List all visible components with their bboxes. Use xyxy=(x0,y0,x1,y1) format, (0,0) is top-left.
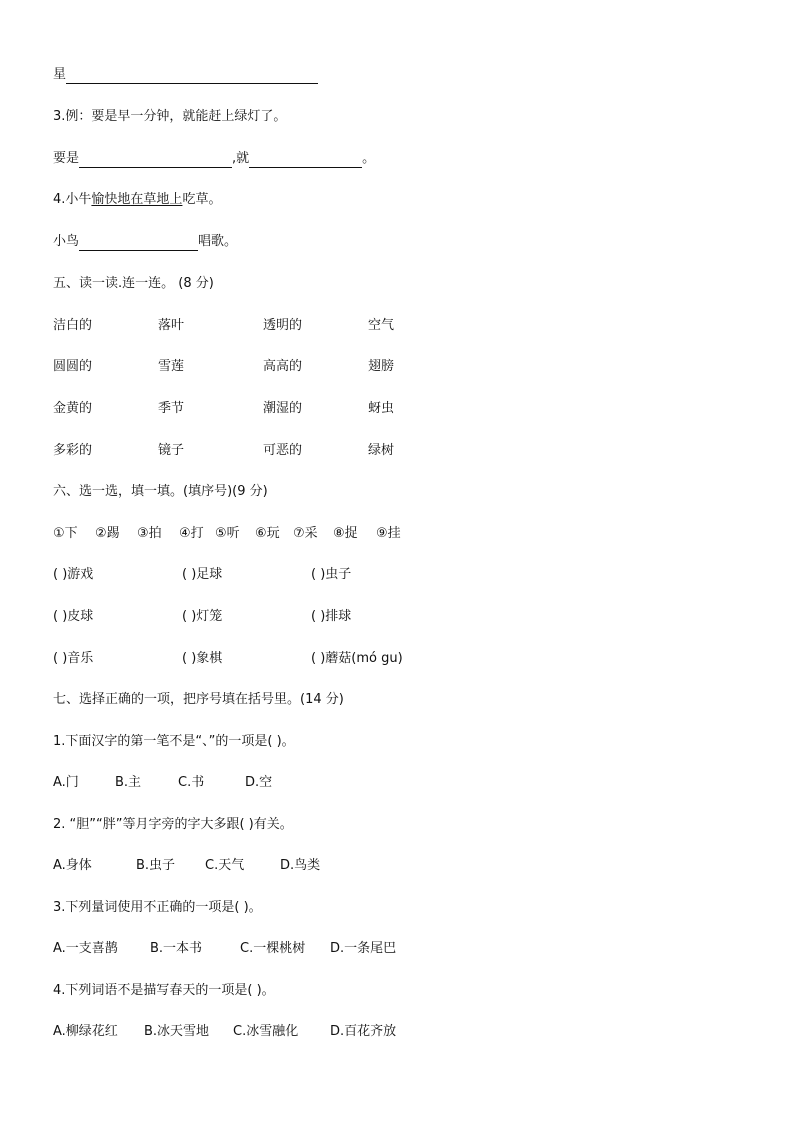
choice-option[interactable]: A.身体 xyxy=(53,858,92,873)
verb-option: ②踢 xyxy=(95,526,120,541)
fill-item-word: 象棋 xyxy=(196,651,223,666)
s7-question-3: 3.下列量词使用不正确的一项是( )。 xyxy=(53,900,262,915)
match-word[interactable]: 可恶的 xyxy=(263,443,303,458)
choice-option[interactable]: B.主 xyxy=(115,775,142,790)
verb-option: ⑨挂 xyxy=(376,526,401,541)
verb-option: ⑧捉 xyxy=(333,526,358,541)
choice-option[interactable]: D.一条尾巴 xyxy=(330,941,397,956)
answer-paren[interactable]: ( ) xyxy=(53,651,68,666)
section7-title: 七、选择正确的一项，把序号填在括号里。(14 分) xyxy=(53,692,344,707)
q3-blank-2[interactable] xyxy=(249,153,362,168)
section5-title: 五、读一读.连一连。 (8 分) xyxy=(53,276,214,291)
match-word[interactable]: 圆圆的 xyxy=(53,359,93,374)
answer-paren[interactable]: ( ) xyxy=(182,651,197,666)
answer-blank[interactable] xyxy=(66,69,318,84)
section6-title: 六、选一选，填一填。(填序号)(9 分) xyxy=(53,484,268,499)
answer-line-star xyxy=(53,66,318,84)
fill-item xyxy=(182,566,222,584)
choice-option[interactable]: D.百花齐放 xyxy=(330,1024,397,1039)
match-word[interactable]: 翅膀 xyxy=(368,359,395,374)
fill-item-word: 音乐 xyxy=(67,651,94,666)
answer-paren[interactable]: ( ) xyxy=(53,567,68,582)
verb-option: ③拍 xyxy=(137,526,162,541)
fill-item xyxy=(53,566,93,584)
fill-item-word: 皮球 xyxy=(67,609,94,624)
fill-item-word: 游戏 xyxy=(67,567,94,582)
q3-example: 3.例：要是早一分钟，就能赶上绿灯了。 xyxy=(53,109,287,124)
q4-example-end: 吃草。 xyxy=(182,192,222,207)
match-word[interactable]: 潮湿的 xyxy=(263,401,303,416)
q3-fill-line xyxy=(53,150,375,168)
match-word[interactable]: 透明的 xyxy=(263,318,303,333)
choice-option[interactable]: A.门 xyxy=(53,775,79,790)
q4-example xyxy=(53,191,221,209)
fill-item xyxy=(182,608,222,626)
match-word[interactable]: 洁白的 xyxy=(53,318,93,333)
choice-option[interactable]: D.鸟类 xyxy=(280,858,321,873)
choice-option[interactable]: B.虫子 xyxy=(136,858,176,873)
fill-item-word: 排球 xyxy=(325,609,352,624)
q3-fill-prefix: 要是 xyxy=(53,151,80,166)
choice-option[interactable]: C.冰雪融化 xyxy=(233,1024,299,1039)
fill-item xyxy=(53,650,93,668)
verb-option: ⑦采 xyxy=(293,526,318,541)
fill-item xyxy=(182,650,222,668)
choice-option[interactable]: C.一棵桃树 xyxy=(240,941,306,956)
verb-option: ⑤听 xyxy=(215,526,240,541)
choice-option[interactable]: A.柳绿花红 xyxy=(53,1024,118,1039)
verb-option: ⑥玩 xyxy=(255,526,280,541)
s7-question-4: 4.下列词语不是描写春天的一项是( )。 xyxy=(53,983,275,998)
q4-fill-line xyxy=(53,233,237,251)
q3-blank-1[interactable] xyxy=(79,153,232,168)
answer-paren[interactable]: ( ) xyxy=(182,609,197,624)
match-word[interactable]: 镜子 xyxy=(158,443,185,458)
match-word[interactable]: 金黄的 xyxy=(53,401,93,416)
choice-option[interactable]: C.书 xyxy=(178,775,205,790)
q4-example-underlined-2: 在草地上 xyxy=(130,192,183,207)
answer-paren[interactable]: ( ) xyxy=(311,651,326,666)
answer-paren[interactable]: ( ) xyxy=(53,609,68,624)
fill-item xyxy=(311,608,351,626)
choice-option[interactable]: B.一本书 xyxy=(150,941,203,956)
match-word[interactable]: 雪莲 xyxy=(158,359,185,374)
fill-item xyxy=(311,566,351,584)
q3-fill-end: 。 xyxy=(362,151,376,166)
answer-paren[interactable]: ( ) xyxy=(182,567,197,582)
match-word[interactable]: 绿树 xyxy=(368,443,395,458)
s7-question-1: 1.下面汉字的第一笔不是“、”的一项是( )。 xyxy=(53,734,295,749)
q4-fill-prefix: 小鸟 xyxy=(53,234,80,249)
q4-blank[interactable] xyxy=(79,236,198,251)
match-word[interactable]: 蚜虫 xyxy=(368,401,395,416)
q4-example-underlined-1: 愉快地 xyxy=(91,192,131,207)
fill-item xyxy=(311,650,403,668)
q4-fill-end: 唱歌。 xyxy=(198,234,238,249)
fill-item-word: 蘑菇(mó gu) xyxy=(325,651,403,666)
choice-option[interactable]: A.一支喜鹊 xyxy=(53,941,118,956)
answer-paren[interactable]: ( ) xyxy=(311,609,326,624)
match-word[interactable]: 空气 xyxy=(368,318,395,333)
match-word[interactable]: 多彩的 xyxy=(53,443,93,458)
fill-item xyxy=(53,608,93,626)
match-word[interactable]: 季节 xyxy=(158,401,185,416)
match-word[interactable]: 高高的 xyxy=(263,359,303,374)
q3-fill-middle: ,就 xyxy=(232,151,250,166)
answer-paren[interactable]: ( ) xyxy=(311,567,326,582)
q4-example-subject: 4.小牛 xyxy=(53,192,92,207)
choice-option[interactable]: C.天气 xyxy=(205,858,245,873)
match-word[interactable]: 落叶 xyxy=(158,318,185,333)
choice-option[interactable]: B.冰天雪地 xyxy=(144,1024,210,1039)
verb-option: ④打 xyxy=(179,526,204,541)
fill-item-word: 灯笼 xyxy=(196,609,223,624)
choice-option[interactable]: D.空 xyxy=(245,775,273,790)
s7-question-2: 2. “胆”“胖”等月字旁的字大多跟( )有关。 xyxy=(53,817,293,832)
verb-option: ①下 xyxy=(53,526,78,541)
fill-item-word: 足球 xyxy=(196,567,223,582)
line-prefix: 星 xyxy=(53,67,67,82)
fill-item-word: 虫子 xyxy=(325,567,352,582)
